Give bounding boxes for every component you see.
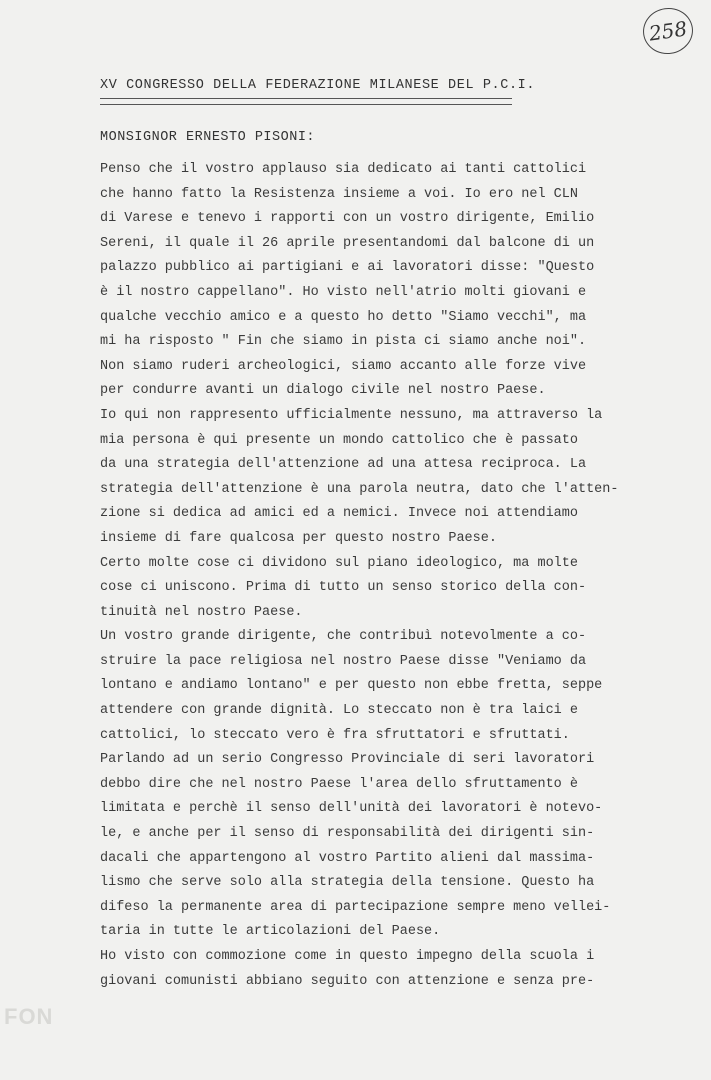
text-line: difeso la permanente area di partecipazione sempre meno vellei-: [100, 899, 611, 915]
text-line: Parlando ad un serio Congresso Provinciale di seri lavoratori: [100, 752, 595, 768]
text-line: lontano e andiamo lontano" e per questo non ebbe fretta, seppe: [100, 678, 603, 694]
text-line: Un vostro grande dirigente, che contribuì notevolmente a co-: [100, 629, 587, 645]
text-line: limitata e perchè il senso dell'unità dei lavoratori è notevo-: [100, 801, 603, 817]
text-line: cattolici, lo steccato vero è fra sfruttatori e sfruttati.: [100, 727, 570, 743]
text-line: da una strategia dell'attenzione ad una attesa reciproca. La: [100, 457, 587, 473]
text-line: lismo che serve solo alla strategia della tensione. Questo ha: [100, 875, 595, 891]
text-line: attendere con grande dignità. Lo steccato non è tra laici e: [100, 703, 578, 719]
text-line: qualche vecchio amico e a questo ho detto "Siamo vecchi", ma: [100, 309, 587, 325]
text-line: dacali che appartengono al vostro Partito alieni dal massima-: [100, 850, 595, 866]
speaker-name: MONSIGNOR ERNESTO PISONI:: [100, 130, 316, 145]
text-line: palazzo pubblico ai partigiani e ai lavoratori disse: "Questo: [100, 260, 595, 276]
text-line: Io qui non rappresento ufficialmente nessuno, ma attraverso la: [100, 407, 603, 423]
speech-body: [100, 158, 620, 994]
text-line: Certo molte cose ci dividono sul piano ideologico, ma molte: [100, 555, 578, 571]
archive-watermark: FON: [4, 1004, 54, 1029]
text-line: cose ci uniscono. Prima di tutto un senso storico della con-: [100, 580, 587, 596]
text-line: Penso che il vostro applauso sia dedicato ai tanti cattolici: [100, 162, 587, 177]
handwritten-page-number: 258: [640, 5, 696, 58]
text-line: zione si dedica ad amici ed a nemici. Invece noi attendiamo: [100, 506, 578, 522]
text-line: insieme di fare qualcosa per questo nostro Paese.: [100, 530, 497, 546]
text-line: giovani comunisti abbiano seguito con attenzione e senza pre-: [100, 973, 595, 989]
text-line: Sereni, il quale il 26 aprile presentandomi dal balcone di un: [100, 235, 595, 251]
text-line: le, e anche per il senso di responsabilità dei dirigenti sin-: [100, 826, 595, 842]
text-line: di Varese e tenevo i rapporti con un vostro dirigente, Emilio: [100, 211, 595, 227]
text-line: debbo dire che nel nostro Paese l'area dello sfruttamento è: [100, 776, 578, 792]
document-header-title: XV CONGRESSO DELLA FEDERAZIONE MILANESE DEL P.C.I.: [100, 78, 536, 93]
text-line: per condurre avanti un dialogo civile nel nostro Paese.: [100, 383, 546, 399]
text-line: Non siamo ruderi archeologici, siamo accanto alle forze vive: [100, 358, 587, 374]
text-line: struire la pace religiosa nel nostro Paese disse "Veniamo da: [100, 653, 587, 669]
text-line: mia persona è qui presente un mondo cattolico che è passato: [100, 432, 578, 448]
text-line: strategia dell'attenzione è una parola neutra, dato che l'atten-: [100, 481, 619, 497]
text-line: è il nostro cappellano". Ho visto nell'atrio molti giovani e: [100, 284, 587, 300]
text-line: tinuità nel nostro Paese.: [100, 604, 303, 620]
text-line: Ho visto con commozione come in questo impegno della scuola i: [100, 949, 595, 964]
text-line: taria in tutte le articolazioni del Paese.: [100, 924, 441, 940]
header-double-underline: [100, 98, 512, 105]
text-line: che hanno fatto la Resistenza insieme a voi. Io ero nel CLN: [100, 186, 578, 202]
text-line: mi ha risposto " Fin che siamo in pista ci siamo anche noi".: [100, 334, 587, 350]
